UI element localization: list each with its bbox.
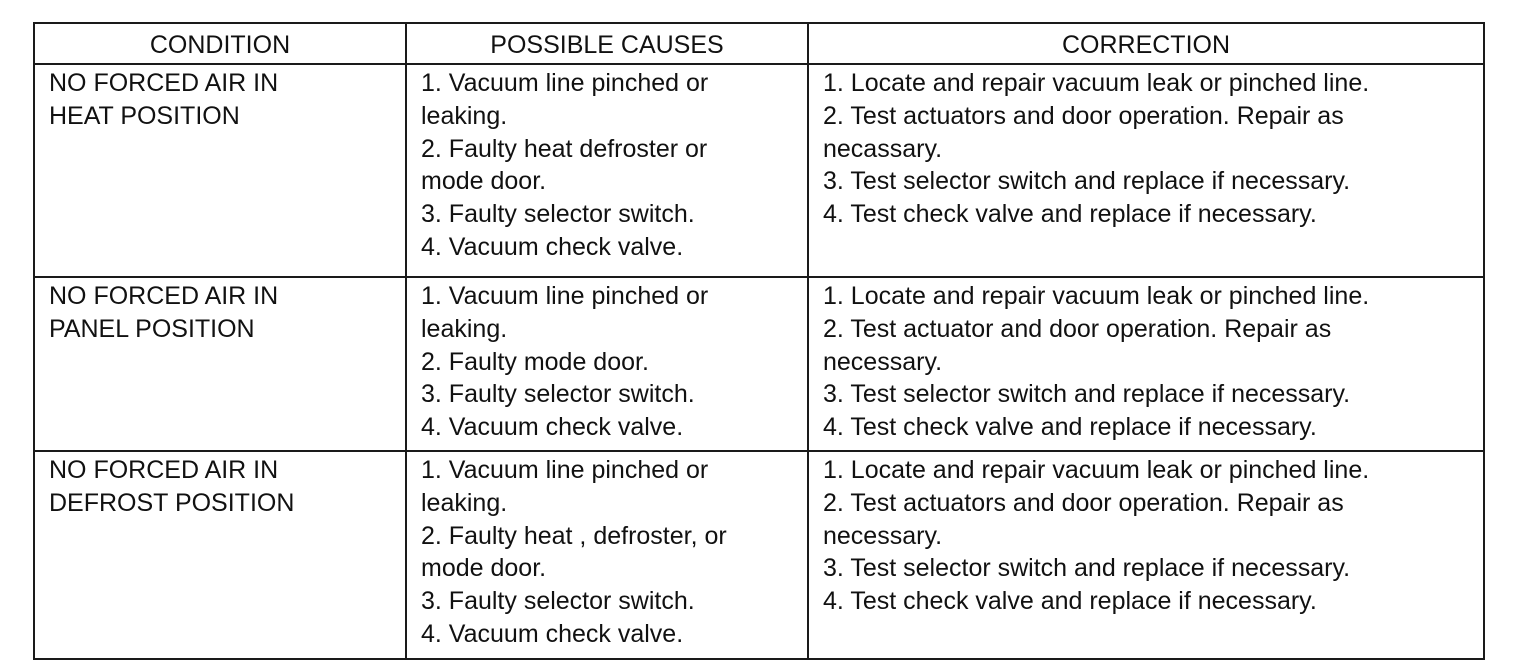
cause-line: 1. Vacuum line pinched or <box>421 282 709 310</box>
correction-line: 2. Test actuators and door operation. Repair as <box>823 488 1344 517</box>
cause-line: leaking. <box>421 488 508 517</box>
correction-line: 1. Locate and repair vacuum leak or pinched line. <box>823 282 1370 310</box>
condition-cell <box>34 64 406 277</box>
cause-line: mode door. <box>421 167 547 196</box>
cause-line: 4. Vacuum check valve. <box>421 232 684 261</box>
cause-line: 3. Faulty selector switch. <box>421 200 695 229</box>
cause-line: 2. Faulty heat defroster or <box>421 134 708 163</box>
header-row <box>34 23 1484 64</box>
header-condition: CONDITION <box>34 23 406 64</box>
correction-cell <box>808 277 1484 451</box>
cause-line: leaking. <box>421 101 508 130</box>
causes-cell <box>406 277 808 451</box>
cause-line: mode door. <box>421 554 547 583</box>
condition-line: HEAT POSITION <box>49 101 240 130</box>
causes-cell <box>406 64 808 277</box>
cause-line: 3. Faulty selector switch. <box>421 380 695 409</box>
header-correction: CORRECTION <box>808 23 1484 64</box>
condition-line: NO FORCED AIR IN <box>49 456 279 484</box>
condition-line: NO FORCED AIR IN <box>49 69 279 97</box>
condition-line: PANEL POSITION <box>49 314 255 343</box>
cause-line: 4. Vacuum check valve. <box>421 413 684 442</box>
correction-line: 1. Locate and repair vacuum leak or pinched line. <box>823 456 1370 484</box>
correction-line: 4. Test check valve and replace if necessary. <box>823 587 1317 616</box>
table-row <box>34 64 1484 277</box>
correction-line: 3. Test selector switch and replace if necessary. <box>823 554 1351 583</box>
cause-line: leaking. <box>421 314 508 343</box>
condition-cell <box>34 277 406 451</box>
correction-line: 3. Test selector switch and replace if necessary. <box>823 380 1351 409</box>
cause-line: 2. Faulty heat , defroster, or <box>421 521 727 550</box>
condition-line: DEFROST POSITION <box>49 488 295 517</box>
header-possible-causes: POSSIBLE CAUSES <box>406 23 808 64</box>
correction-line: 2. Test actuator and door operation. Repair as <box>823 314 1332 343</box>
correction-line: necessary. <box>823 347 943 376</box>
table-row <box>34 451 1484 659</box>
cause-line: 4. Vacuum check valve. <box>421 619 684 648</box>
cause-line: 2. Faulty mode door. <box>421 347 649 376</box>
causes-cell <box>406 451 808 659</box>
correction-cell <box>808 451 1484 659</box>
condition-line: NO FORCED AIR IN <box>49 282 279 310</box>
table-row <box>34 277 1484 451</box>
correction-line: 4. Test check valve and replace if necessary. <box>823 200 1317 229</box>
diagnosis-table <box>33 22 1485 660</box>
correction-cell <box>808 64 1484 277</box>
correction-line: necassary. <box>823 134 943 163</box>
correction-line: 2. Test actuators and door operation. Repair as <box>823 101 1344 130</box>
cause-line: 1. Vacuum line pinched or <box>421 69 709 97</box>
cause-line: 1. Vacuum line pinched or <box>421 456 709 484</box>
correction-line: 4. Test check valve and replace if necessary. <box>823 413 1317 442</box>
condition-cell <box>34 451 406 659</box>
correction-line: 1. Locate and repair vacuum leak or pinched line. <box>823 69 1370 97</box>
correction-line: 3. Test selector switch and replace if necessary. <box>823 167 1351 196</box>
correction-line: necessary. <box>823 521 943 550</box>
cause-line: 3. Faulty selector switch. <box>421 587 695 616</box>
